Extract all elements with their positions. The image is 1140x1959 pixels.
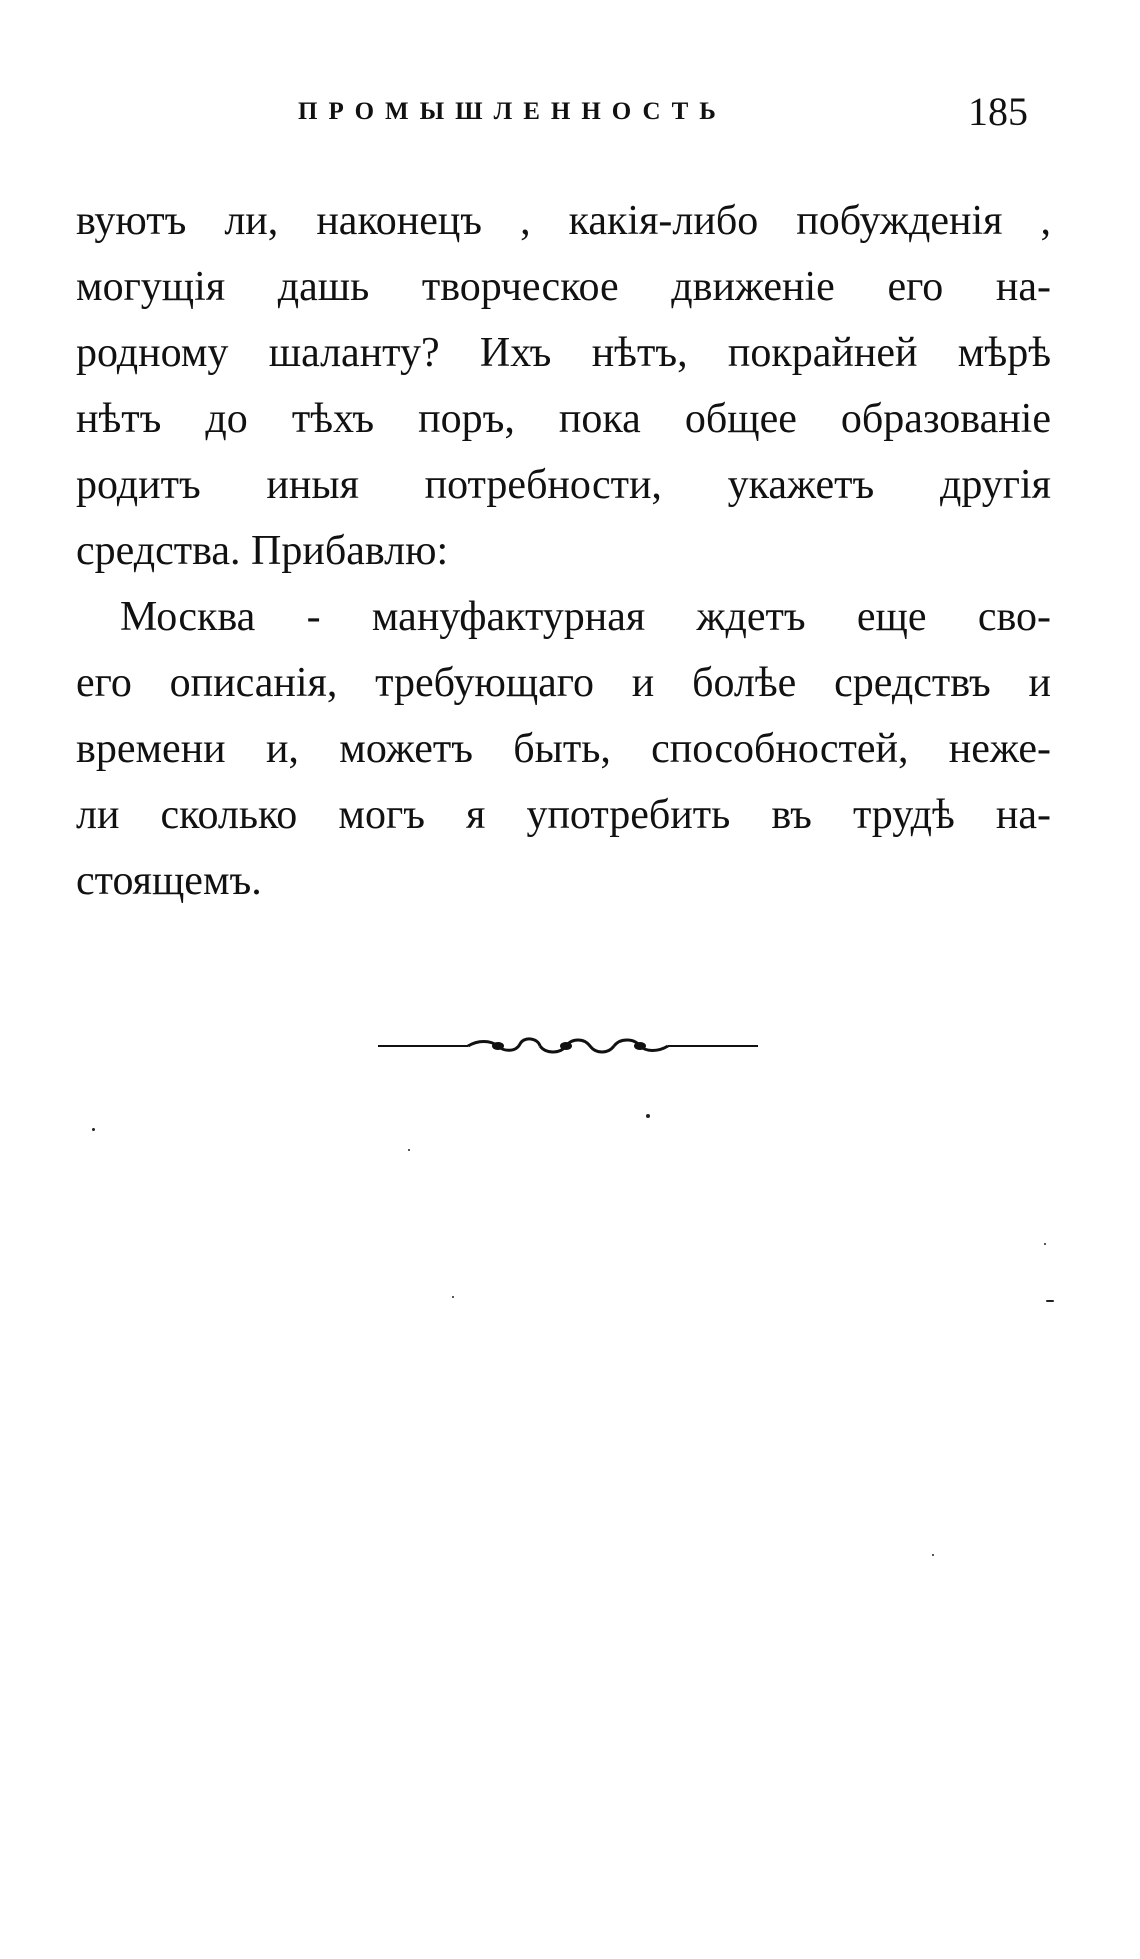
text-line: его описанія, требующаго и болѣе средствъ и (76, 660, 1051, 706)
text-line: Москва - мануфактурная ждетъ еще сво- (120, 594, 1051, 640)
text-line: стоящемъ. (76, 858, 262, 904)
text-line: времени и, можетъ быть, способностей, неже- (76, 726, 1051, 772)
page-number: 185 (968, 89, 1028, 134)
paper-speck (1046, 1300, 1054, 1302)
running-head (0, 88, 1140, 138)
paper-speck (1044, 1243, 1046, 1245)
paper-speck (408, 1149, 410, 1151)
text-line: родитъ иныя потребности, укажетъ другія (76, 462, 1051, 508)
text-line: средства. Прибавлю: (76, 528, 449, 574)
paper-speck (646, 1114, 650, 1118)
text-line: ли сколько могъ я употребить въ трудѣ на- (76, 792, 1051, 838)
tailpiece-ornament-icon (378, 1028, 758, 1064)
body-text (76, 188, 1051, 914)
text-line: родному шаланту? Ихъ нѣтъ, покрайней мѣрѣ (76, 330, 1051, 376)
running-title: ПРОМЫШЛЕННОСТЬ (298, 98, 727, 125)
paper-speck (92, 1128, 95, 1131)
paper-speck (932, 1554, 934, 1556)
paper-speck (452, 1296, 454, 1298)
text-line: вуютъ ли, наконецъ , какія-либо побужденія , (76, 198, 1051, 244)
text-line: нѣтъ до тѣхъ поръ, пока общее образованіе (76, 396, 1051, 442)
text-line: могущія дашь творческое движеніе его на- (76, 264, 1051, 310)
